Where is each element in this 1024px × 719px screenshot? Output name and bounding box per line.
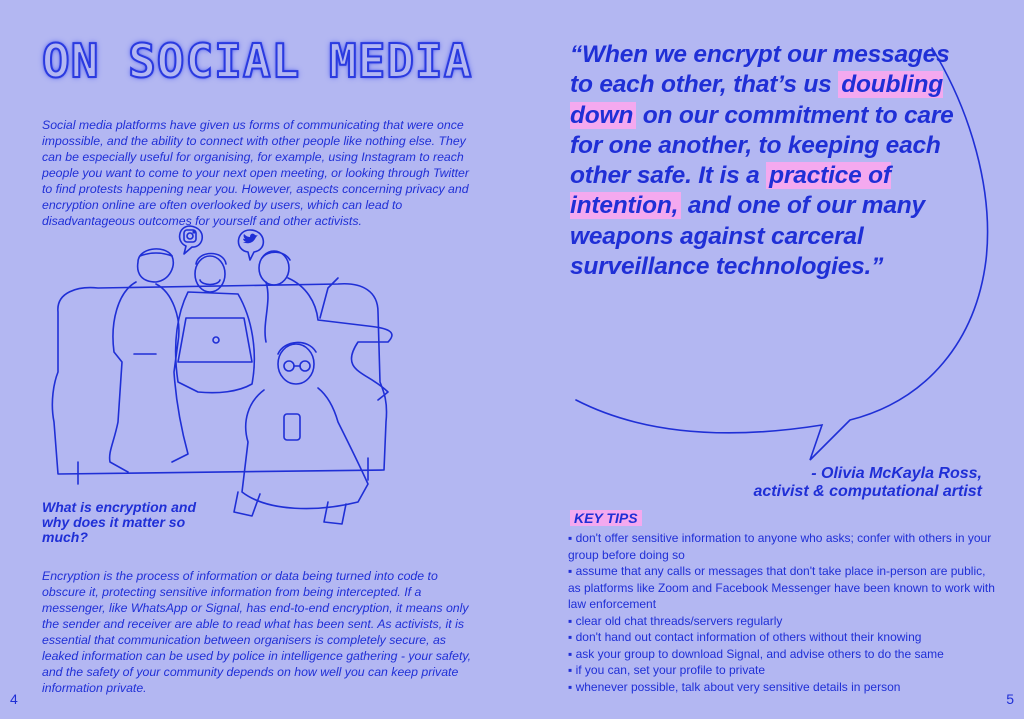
quote-part-1: “When we encrypt our messages to each other, that’s us bbox=[570, 41, 950, 99]
intro-paragraph: Social media platforms have given us forms of communicating that were once impossible, and the ability to connect with other people like nothing else. They can be especially useful for organising, for example, using Instagram to reach people you want to come to your next open meeting, or looking through Twitter to find protests happening near you. However, aspects concerning privacy and encryption online are often overlooked by users, which can lead to disadvantageous outcomes for yourself and other activists. bbox=[42, 118, 469, 229]
laptop-icon bbox=[178, 318, 252, 362]
quote-highlight-1: doubling down bbox=[570, 71, 944, 129]
tip-item: ▪ ask your group to download Signal, and advise others to do the same bbox=[568, 646, 998, 663]
friends-on-couch-illustration bbox=[38, 222, 398, 542]
twitter-bird-icon bbox=[238, 230, 263, 260]
attribution-role: activist & computational artist bbox=[753, 483, 982, 500]
encryption-paragraph bbox=[42, 568, 482, 696]
quote-part-2: on our commitment to care for one another, to keeping each other safe. It is a bbox=[570, 101, 954, 190]
quote-part-3: and one of our many weapons against carceral surveillance technologies.” bbox=[570, 192, 925, 281]
tip-item: ▪ assume that any calls or messages that don't take place in-person are public, as platforms like Zoom and Facebook Messenger have been known to work with law enforcement bbox=[568, 563, 998, 613]
attribution-name: - Olivia McKayla Ross, bbox=[811, 465, 982, 482]
page-title: ON SOCIAL MEDIA bbox=[42, 34, 473, 88]
encryption-body: Encryption is the process of information or data being turned into code to obscure it, protecting sensitive information from being intercepted. If a messenger, like WhatsApp or Signal, has end-to-end encryption, it means only the sender and receiver are able to read what has been sent. As activists, it is essential that communication between organisers is completely secure, as leaked information can be used by police in intelligence gathering - your safety, and the safety of your community depends on how well you can keep private information bbox=[42, 569, 472, 696]
instagram-icon bbox=[180, 226, 203, 254]
key-tips-heading: KEY TIPS bbox=[570, 510, 642, 526]
tip-item: ▪ if you can, set your profile to private bbox=[568, 662, 998, 679]
tip-item: ▪ whenever possible, talk about very sensitive details in person bbox=[568, 679, 998, 696]
encryption-subheading: What is encryption and why does it matter so much? bbox=[42, 499, 197, 545]
person-laptop bbox=[176, 254, 255, 393]
pull-quote bbox=[570, 40, 970, 282]
tip-item: ▪ don't offer sensitive information to anyone who asks; confer with others in your group before doing so bbox=[568, 530, 998, 563]
page-number-left: 4 bbox=[10, 691, 18, 707]
quote-attribution bbox=[754, 465, 983, 501]
tip-item: ▪ don't hand out contact information of others without their knowing bbox=[568, 629, 998, 646]
page-number-right: 5 bbox=[1006, 691, 1014, 707]
quote-highlight-2: practice of intention, bbox=[570, 162, 891, 220]
person-braid bbox=[259, 251, 392, 400]
encryption-emphasis: private. bbox=[106, 681, 147, 696]
tip-item: ▪ clear old chat threads/servers regularly bbox=[568, 613, 998, 630]
phone-icon bbox=[284, 414, 300, 440]
key-tips-list bbox=[568, 530, 998, 695]
